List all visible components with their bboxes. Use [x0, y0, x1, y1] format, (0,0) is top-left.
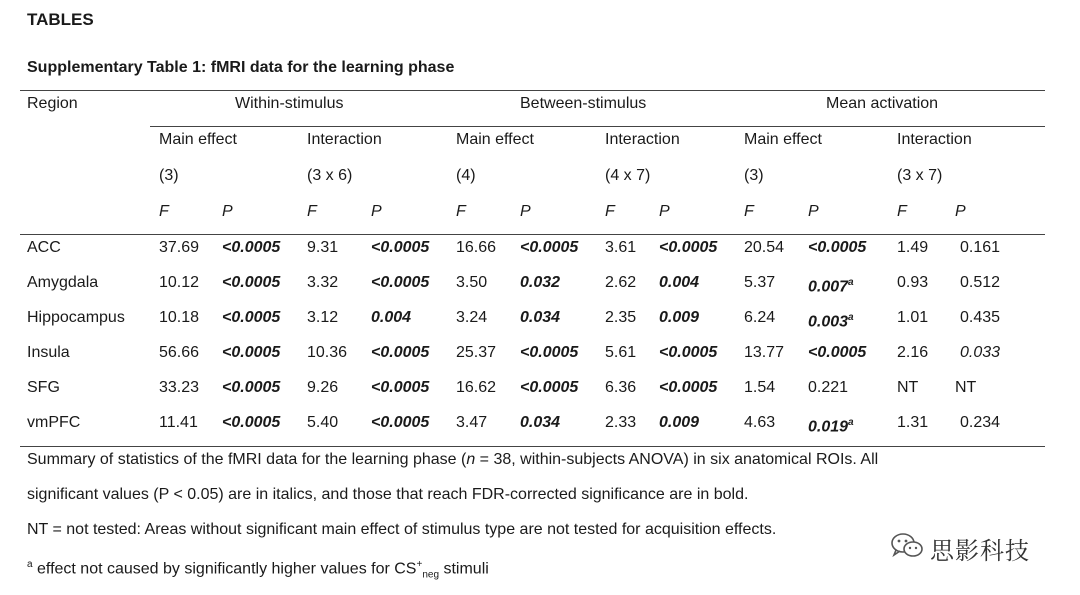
group-header-mean: Mean activation: [826, 95, 939, 112]
f-value-cell: 2.16: [897, 344, 929, 361]
table-row-region: Hippocampus: [27, 309, 125, 326]
f-value-cell: 9.26: [307, 379, 339, 396]
table-row-region: vmPFC: [27, 414, 81, 431]
p-value-cell: <0.0005: [520, 344, 579, 361]
p-value-cell: <0.0005: [520, 239, 579, 256]
group-header-between: Between-stimulus: [520, 95, 647, 112]
f-value-cell: 2.35: [605, 309, 637, 326]
footnote-marker: a: [848, 277, 854, 288]
f-value-cell: 25.37: [456, 344, 497, 361]
header-rule: [20, 234, 1045, 235]
p-value-cell: [808, 413, 854, 437]
effect-header: Main effect: [456, 131, 534, 148]
p-value-cell: <0.0005: [371, 274, 430, 291]
stat-p-header: P: [520, 203, 531, 220]
note-line-1: Summary of statistics of the fMRI data for the learning phase (n = 38, within-subjects ANOVA) in six anatomical ROIs. All: [27, 451, 879, 468]
p-value-cell: 0.512: [960, 274, 1001, 291]
df-header: (4 x 7): [605, 167, 651, 184]
f-value-cell: 3.50: [456, 274, 488, 291]
f-value-cell: 16.66: [456, 239, 497, 256]
p-value-cell: 0.009: [659, 414, 700, 431]
p-value-cell: <0.0005: [222, 239, 281, 256]
p-value-cell: 0.234: [960, 414, 1001, 431]
df-header: (3 x 7): [897, 167, 943, 184]
f-value-cell: 6.24: [744, 309, 776, 326]
table-caption: Supplementary Table 1: fMRI data for the learning phase: [27, 59, 455, 76]
watermark: [890, 532, 1030, 564]
p-value-text: 0.019: [808, 418, 849, 436]
stat-f-header: F: [744, 203, 754, 220]
f-value-cell: 56.66: [159, 344, 200, 361]
f-value-cell: 10.12: [159, 274, 200, 291]
p-value-cell: [808, 273, 854, 297]
f-value-cell: 6.36: [605, 379, 637, 396]
p-value-cell: <0.0005: [222, 414, 281, 431]
f-value-cell: 5.37: [744, 274, 776, 291]
note-line-4: $^a$ effect not caused by significantly higher values for $CS^+_{neg}$ stimuli: [27, 559, 489, 581]
footnote-marker: a: [848, 417, 854, 428]
p-value-text: 0.007: [808, 278, 849, 296]
p-value-cell: <0.0005: [371, 344, 430, 361]
p-value-cell: <0.0005: [808, 239, 867, 256]
f-value-cell: 3.24: [456, 309, 488, 326]
table-row-region: ACC: [27, 239, 61, 256]
p-value-cell: 0.435: [960, 309, 1001, 326]
table-row-region: Insula: [27, 344, 70, 361]
p-value-cell: 0.034: [520, 309, 561, 326]
f-value-cell: 2.33: [605, 414, 637, 431]
region-header: Region: [27, 95, 78, 112]
p-value-cell: 0.033: [960, 344, 1001, 361]
df-header: (4): [456, 167, 476, 184]
f-value-cell: 13.77: [744, 344, 785, 361]
f-value-cell: 1.49: [897, 239, 929, 256]
f-value-cell: 0.93: [897, 274, 929, 291]
p-value-cell: <0.0005: [371, 414, 430, 431]
df-header: (3 x 6): [307, 167, 353, 184]
wechat-icon: [890, 531, 924, 566]
effect-header: Interaction: [307, 131, 382, 148]
p-value-cell: 0.009: [659, 309, 700, 326]
df-header: (3): [744, 167, 764, 184]
f-value-cell: 5.40: [307, 414, 339, 431]
watermark-text: 思影科技: [930, 536, 1030, 565]
df-header: (3): [159, 167, 179, 184]
stat-f-header: F: [605, 203, 615, 220]
p-value-cell: <0.0005: [222, 309, 281, 326]
p-value-cell: 0.161: [960, 239, 1001, 256]
stat-p-header: P: [955, 203, 966, 220]
p-value-cell: <0.0005: [222, 344, 281, 361]
f-value-cell: 10.36: [307, 344, 348, 361]
heading: TABLES: [27, 10, 94, 29]
p-value-cell: <0.0005: [222, 274, 281, 291]
p-value-cell: <0.0005: [808, 344, 867, 361]
f-value-cell: 20.54: [744, 239, 785, 256]
effect-header: Main effect: [744, 131, 822, 148]
bottom-rule: [20, 446, 1045, 447]
p-value-cell: [808, 308, 854, 332]
f-value-cell: 10.18: [159, 309, 200, 326]
f-value-cell: 3.12: [307, 309, 339, 326]
p-value-cell: 0.221: [808, 379, 849, 396]
footnote-marker: a: [848, 312, 854, 323]
f-value-cell: 1.01: [897, 309, 929, 326]
f-value-cell: 33.23: [159, 379, 200, 396]
group-rule: [150, 126, 1045, 127]
p-value-text: 0.003: [808, 313, 849, 331]
stat-p-header: P: [222, 203, 233, 220]
stat-f-header: F: [159, 203, 169, 220]
effect-header: Interaction: [605, 131, 680, 148]
p-value-cell: <0.0005: [371, 379, 430, 396]
f-value-cell: 9.31: [307, 239, 339, 256]
note-line-3: NT = not tested: Areas without significant main effect of stimulus type are not tested for acquisition effects.: [27, 521, 777, 538]
p-value-cell: <0.0005: [222, 379, 281, 396]
stat-f-header: F: [897, 203, 907, 220]
f-value-cell: 3.47: [456, 414, 488, 431]
p-value-cell: <0.0005: [371, 239, 430, 256]
stat-f-header: F: [307, 203, 317, 220]
f-value-cell: 1.54: [744, 379, 776, 396]
f-value-cell: 1.31: [897, 414, 929, 431]
f-value-cell: 3.61: [605, 239, 637, 256]
p-value-cell: <0.0005: [520, 379, 579, 396]
table-row-region: Amygdala: [27, 274, 99, 291]
f-value-cell: 37.69: [159, 239, 200, 256]
f-value-cell: 16.62: [456, 379, 497, 396]
stat-p-header: P: [659, 203, 670, 220]
f-value-cell: 2.62: [605, 274, 637, 291]
note-line-2: significant values (P < 0.05) are in italics, and those that reach FDR-corrected significance are in bold.: [27, 486, 749, 503]
effect-header: Interaction: [897, 131, 972, 148]
f-value-cell: NT: [897, 379, 919, 396]
p-value-cell: 0.034: [520, 414, 561, 431]
p-value-cell: <0.0005: [659, 344, 718, 361]
effect-header: Main effect: [159, 131, 237, 148]
f-value-cell: 11.41: [159, 414, 198, 431]
stat-p-header: P: [371, 203, 382, 220]
f-value-cell: 5.61: [605, 344, 637, 361]
p-value-cell: <0.0005: [659, 239, 718, 256]
f-value-cell: 3.32: [307, 274, 339, 291]
p-value-cell: 0.004: [371, 309, 412, 326]
group-header-within: Within-stimulus: [235, 95, 344, 112]
top-rule: [20, 90, 1045, 91]
stat-f-header: F: [456, 203, 466, 220]
stat-p-header: P: [808, 203, 819, 220]
p-value-cell: 0.032: [520, 274, 561, 291]
f-value-cell: 4.63: [744, 414, 776, 431]
p-value-cell: 0.004: [659, 274, 700, 291]
p-value-cell: NT: [955, 379, 977, 396]
table-row-region: SFG: [27, 379, 60, 396]
p-value-cell: <0.0005: [659, 379, 718, 396]
